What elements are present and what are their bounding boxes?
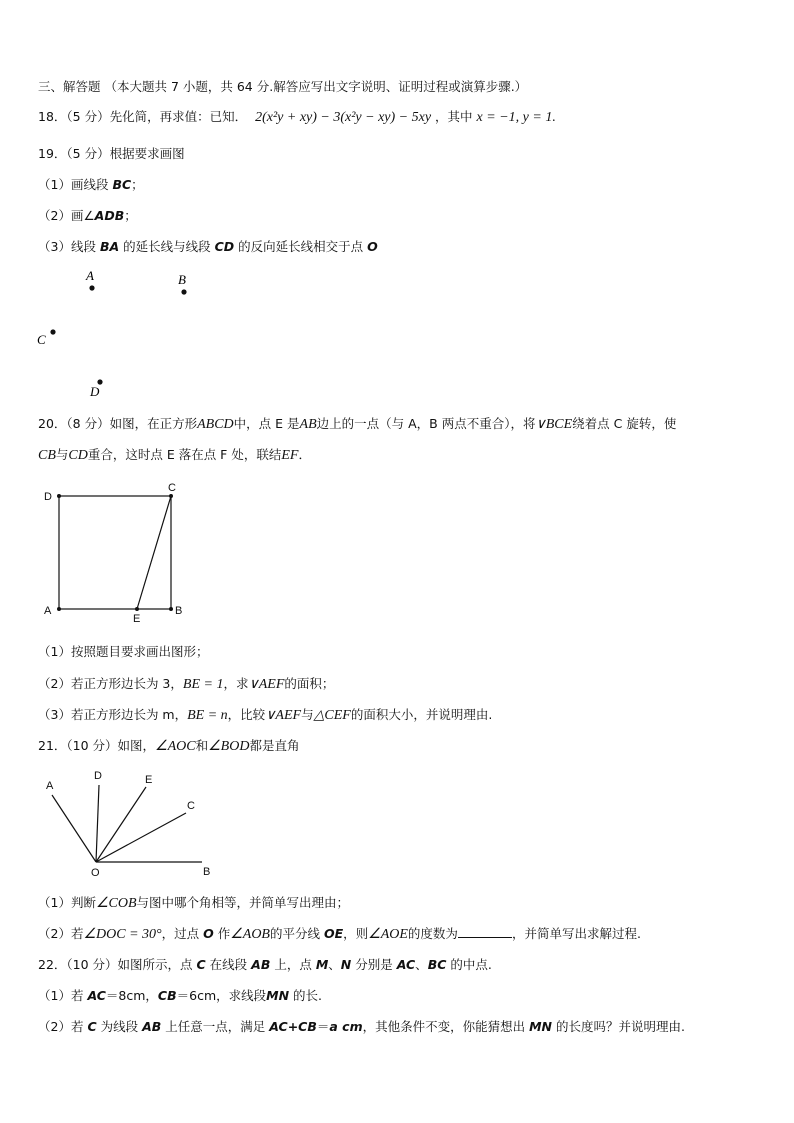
q22-t1: 22．（10 分）如图所示，点: [38, 957, 197, 972]
q22-p1-mn: MN: [266, 988, 290, 1003]
q21-p1-cob: ∠COB: [95, 896, 137, 911]
q21-p2-aoe: ∠AOE: [368, 927, 408, 942]
label-b: B: [175, 605, 183, 617]
ray-oc: [96, 813, 186, 862]
q19-p1-end: ；: [131, 177, 144, 192]
q22-part2: [38, 1018, 685, 1036]
q21-t3: 都是直角: [249, 738, 300, 753]
q22-p2-acm: a cm: [329, 1019, 363, 1034]
q21-p1-t1: （1）判断: [38, 895, 96, 910]
q21-part1: [38, 894, 349, 913]
q18-line: [38, 108, 556, 127]
q18-expression: 2(x²y + xy) − 3(x²y − xy) − 5xy: [255, 110, 432, 125]
q20-p3-t2: ，比较: [227, 707, 266, 722]
q20-t3: 边上的一点（与 A，B 两点不重合），将: [316, 416, 536, 431]
q22-part1: [38, 987, 322, 1005]
q20-abcd: ABCD: [197, 417, 234, 432]
q22-p2-mn: MN: [529, 1019, 553, 1034]
q22-t7: 的中点.: [446, 957, 492, 972]
label-a: A: [46, 780, 54, 792]
q20-p2-t2: ，求: [223, 676, 249, 691]
point-c: [50, 329, 55, 334]
ray-od: [96, 785, 99, 862]
q20-p3-cef: △CEF: [313, 708, 351, 723]
q20-square-figure: [30, 480, 210, 630]
q19-part3: [38, 238, 378, 256]
q22-p1-t1: （1）若: [38, 988, 88, 1003]
q18-condition: x = −1, y = 1.: [476, 110, 556, 125]
q20-bce: ∨BCE: [535, 417, 573, 432]
point-a: [89, 285, 94, 290]
vertex-d: [57, 494, 61, 498]
q20-p3-t4: 的面积大小，并说明理由.: [350, 707, 493, 722]
label-c: C: [187, 800, 195, 812]
q20-p2-aef: ∨AEF: [248, 677, 285, 692]
section-header: 三、解答题 （本大题共 7 小题，共 64 分.解答应写出文字说明、证明过程或演算步骤.）: [38, 79, 528, 94]
q21-title: [38, 737, 299, 756]
q20-part1: （1）按照题目要求画出图形；: [38, 644, 209, 659]
q20-p2-t1: （2）若正方形边长为 3，: [38, 676, 183, 691]
q22-p1-t3: ＝6cm，求线段: [176, 988, 267, 1003]
q22-p2-t4: ，其他条件不变，你能猜想出: [362, 1019, 530, 1034]
q21-bod: ∠BOD: [208, 739, 250, 754]
label-e: E: [145, 774, 153, 786]
q22-p1-ac: AC: [87, 988, 106, 1003]
q22-title: [38, 956, 492, 974]
q19-p1-seg: BC: [112, 177, 132, 192]
q22-p2-t2: 为线段: [96, 1019, 143, 1034]
q19-part2: [38, 207, 137, 225]
q18-prefix: 18．（5 分）先化简，再求值：已知．: [38, 109, 248, 124]
q22-m: M: [315, 957, 329, 972]
q19-p3-cd: CD: [214, 239, 235, 254]
label-d: D: [44, 491, 52, 503]
q22-p2-c: C: [87, 1019, 97, 1034]
q21-p2-oe: OE: [323, 926, 344, 941]
q20-ef: EF: [281, 448, 299, 463]
q22-n: N: [340, 957, 352, 972]
q22-t3: 上，点: [270, 957, 316, 972]
label-e: E: [133, 613, 141, 625]
q21-part2: [38, 925, 641, 944]
q22-p2-t5: 的长度吗？并说明理由.: [552, 1019, 685, 1034]
q19-p3-t3: 的反向延长线相交于点: [234, 239, 368, 254]
label-a: A: [44, 605, 52, 617]
q19-p2-end: ；: [124, 208, 137, 223]
q22-bc: BC: [427, 957, 447, 972]
q22-t4: 、: [328, 957, 341, 972]
q20-t6: 重合，这时点 E 落在点 F 处，联结: [87, 447, 282, 462]
q22-ac: AC: [396, 957, 416, 972]
q21-aoc: ∠AOC: [155, 739, 196, 754]
q22-p1-cb: CB: [157, 988, 177, 1003]
q21-p2-t6: 的度数为: [407, 926, 458, 941]
q21-p2-aob: ∠AOB: [230, 927, 270, 942]
q20-line1: [38, 415, 676, 434]
q20-cd: CD: [68, 448, 88, 463]
q19-p1-text: （1）画线段: [38, 177, 113, 192]
q20-t2: 中，点 E 是: [233, 416, 300, 431]
q22-p1-t2: ＝8cm，: [105, 988, 158, 1003]
q20-p3-be: BE = n: [187, 708, 228, 723]
point-label-b: B: [178, 272, 186, 287]
point-b: [181, 289, 186, 294]
label-c: C: [168, 482, 176, 494]
vertex-e: [135, 607, 139, 611]
q20-t1: 20．（8 分）如图，在正方形: [38, 416, 198, 431]
q21-p2-t5: ，则: [343, 926, 369, 941]
q20-t5: 与: [55, 447, 69, 462]
segment-ce: [137, 496, 171, 609]
label-b: B: [203, 866, 211, 878]
q20-cb: CB: [38, 448, 56, 463]
q21-angle-figure: [30, 765, 230, 880]
q22-t6: 、: [415, 957, 428, 972]
q19-points-figure: [0, 262, 260, 402]
point-label-a: A: [86, 268, 94, 283]
q20-p2-be: BE = 1: [182, 677, 224, 692]
q22-p2-t3: 上任意一点，满足: [161, 1019, 270, 1034]
q22-p2-eq: ＝: [316, 1019, 330, 1034]
point-label-c: C: [37, 332, 46, 347]
q22-ab: AB: [251, 957, 271, 972]
q22-p2-accb: AC+CB: [269, 1019, 317, 1034]
q21-p1-t2: 与图中哪个角相等，并简单写出理由；: [136, 895, 350, 910]
q20-part3: [38, 706, 492, 725]
q18-mid: ，其中: [435, 109, 473, 124]
q21-t1: 21．（10 分）如图，: [38, 738, 156, 753]
q21-p2-doc: ∠DOC = 30°: [83, 927, 162, 942]
q20-p3-t1: （3）若正方形边长为 m，: [38, 707, 188, 722]
q20-line2: [38, 446, 311, 465]
vertex-a: [57, 607, 61, 611]
q22-t2: 在线段: [205, 957, 252, 972]
label-o: O: [91, 867, 100, 879]
point-label-d: D: [90, 384, 100, 399]
q19-p3-o: O: [367, 239, 378, 254]
q19-p3-t1: （3）线段: [38, 239, 100, 254]
label-d: D: [94, 770, 102, 782]
answer-blank[interactable]: [458, 925, 512, 938]
q21-p2-t3: 作: [213, 926, 231, 941]
q21-p2-o: O: [203, 926, 214, 941]
q22-p1-t4: 的长.: [289, 988, 322, 1003]
q19-title: 19．（5 分）根据要求画图: [38, 146, 185, 161]
q22-t5: 分别是: [351, 957, 397, 972]
q22-c: C: [196, 957, 206, 972]
q19-p3-t2: 的延长线与线段: [119, 239, 215, 254]
q20-part2: [38, 675, 334, 694]
q20-p3-t3: 与: [301, 707, 314, 722]
q20-p2-t3: 的面积；: [284, 676, 335, 691]
vertex-c: [169, 494, 173, 498]
q22-p2-t1: （2）若: [38, 1019, 88, 1034]
vertex-b: [169, 607, 173, 611]
ray-oa: [52, 795, 96, 862]
ray-oe: [96, 787, 146, 862]
q20-t4: 绕着点 C 旋转，使: [572, 416, 677, 431]
q21-p2-t1: （2）若: [38, 926, 84, 941]
q20-ab: AB: [299, 417, 317, 432]
q19-p2-angle: ADB: [94, 208, 125, 223]
q21-p2-t4: 的平分线: [269, 926, 324, 941]
q19-p3-ba: BA: [99, 239, 120, 254]
q20-t7: ．: [298, 447, 311, 462]
q21-t2: 和: [195, 738, 209, 753]
q19-p2-text: （2）画∠: [38, 208, 95, 223]
q21-p2-t2: ，过点: [161, 926, 204, 941]
q21-p2-t7: ，并简单写出求解过程.: [511, 926, 641, 941]
q20-p3-aef: ∨AEF: [265, 708, 302, 723]
q19-part1: [38, 176, 144, 194]
q22-p2-ab: AB: [142, 1019, 162, 1034]
